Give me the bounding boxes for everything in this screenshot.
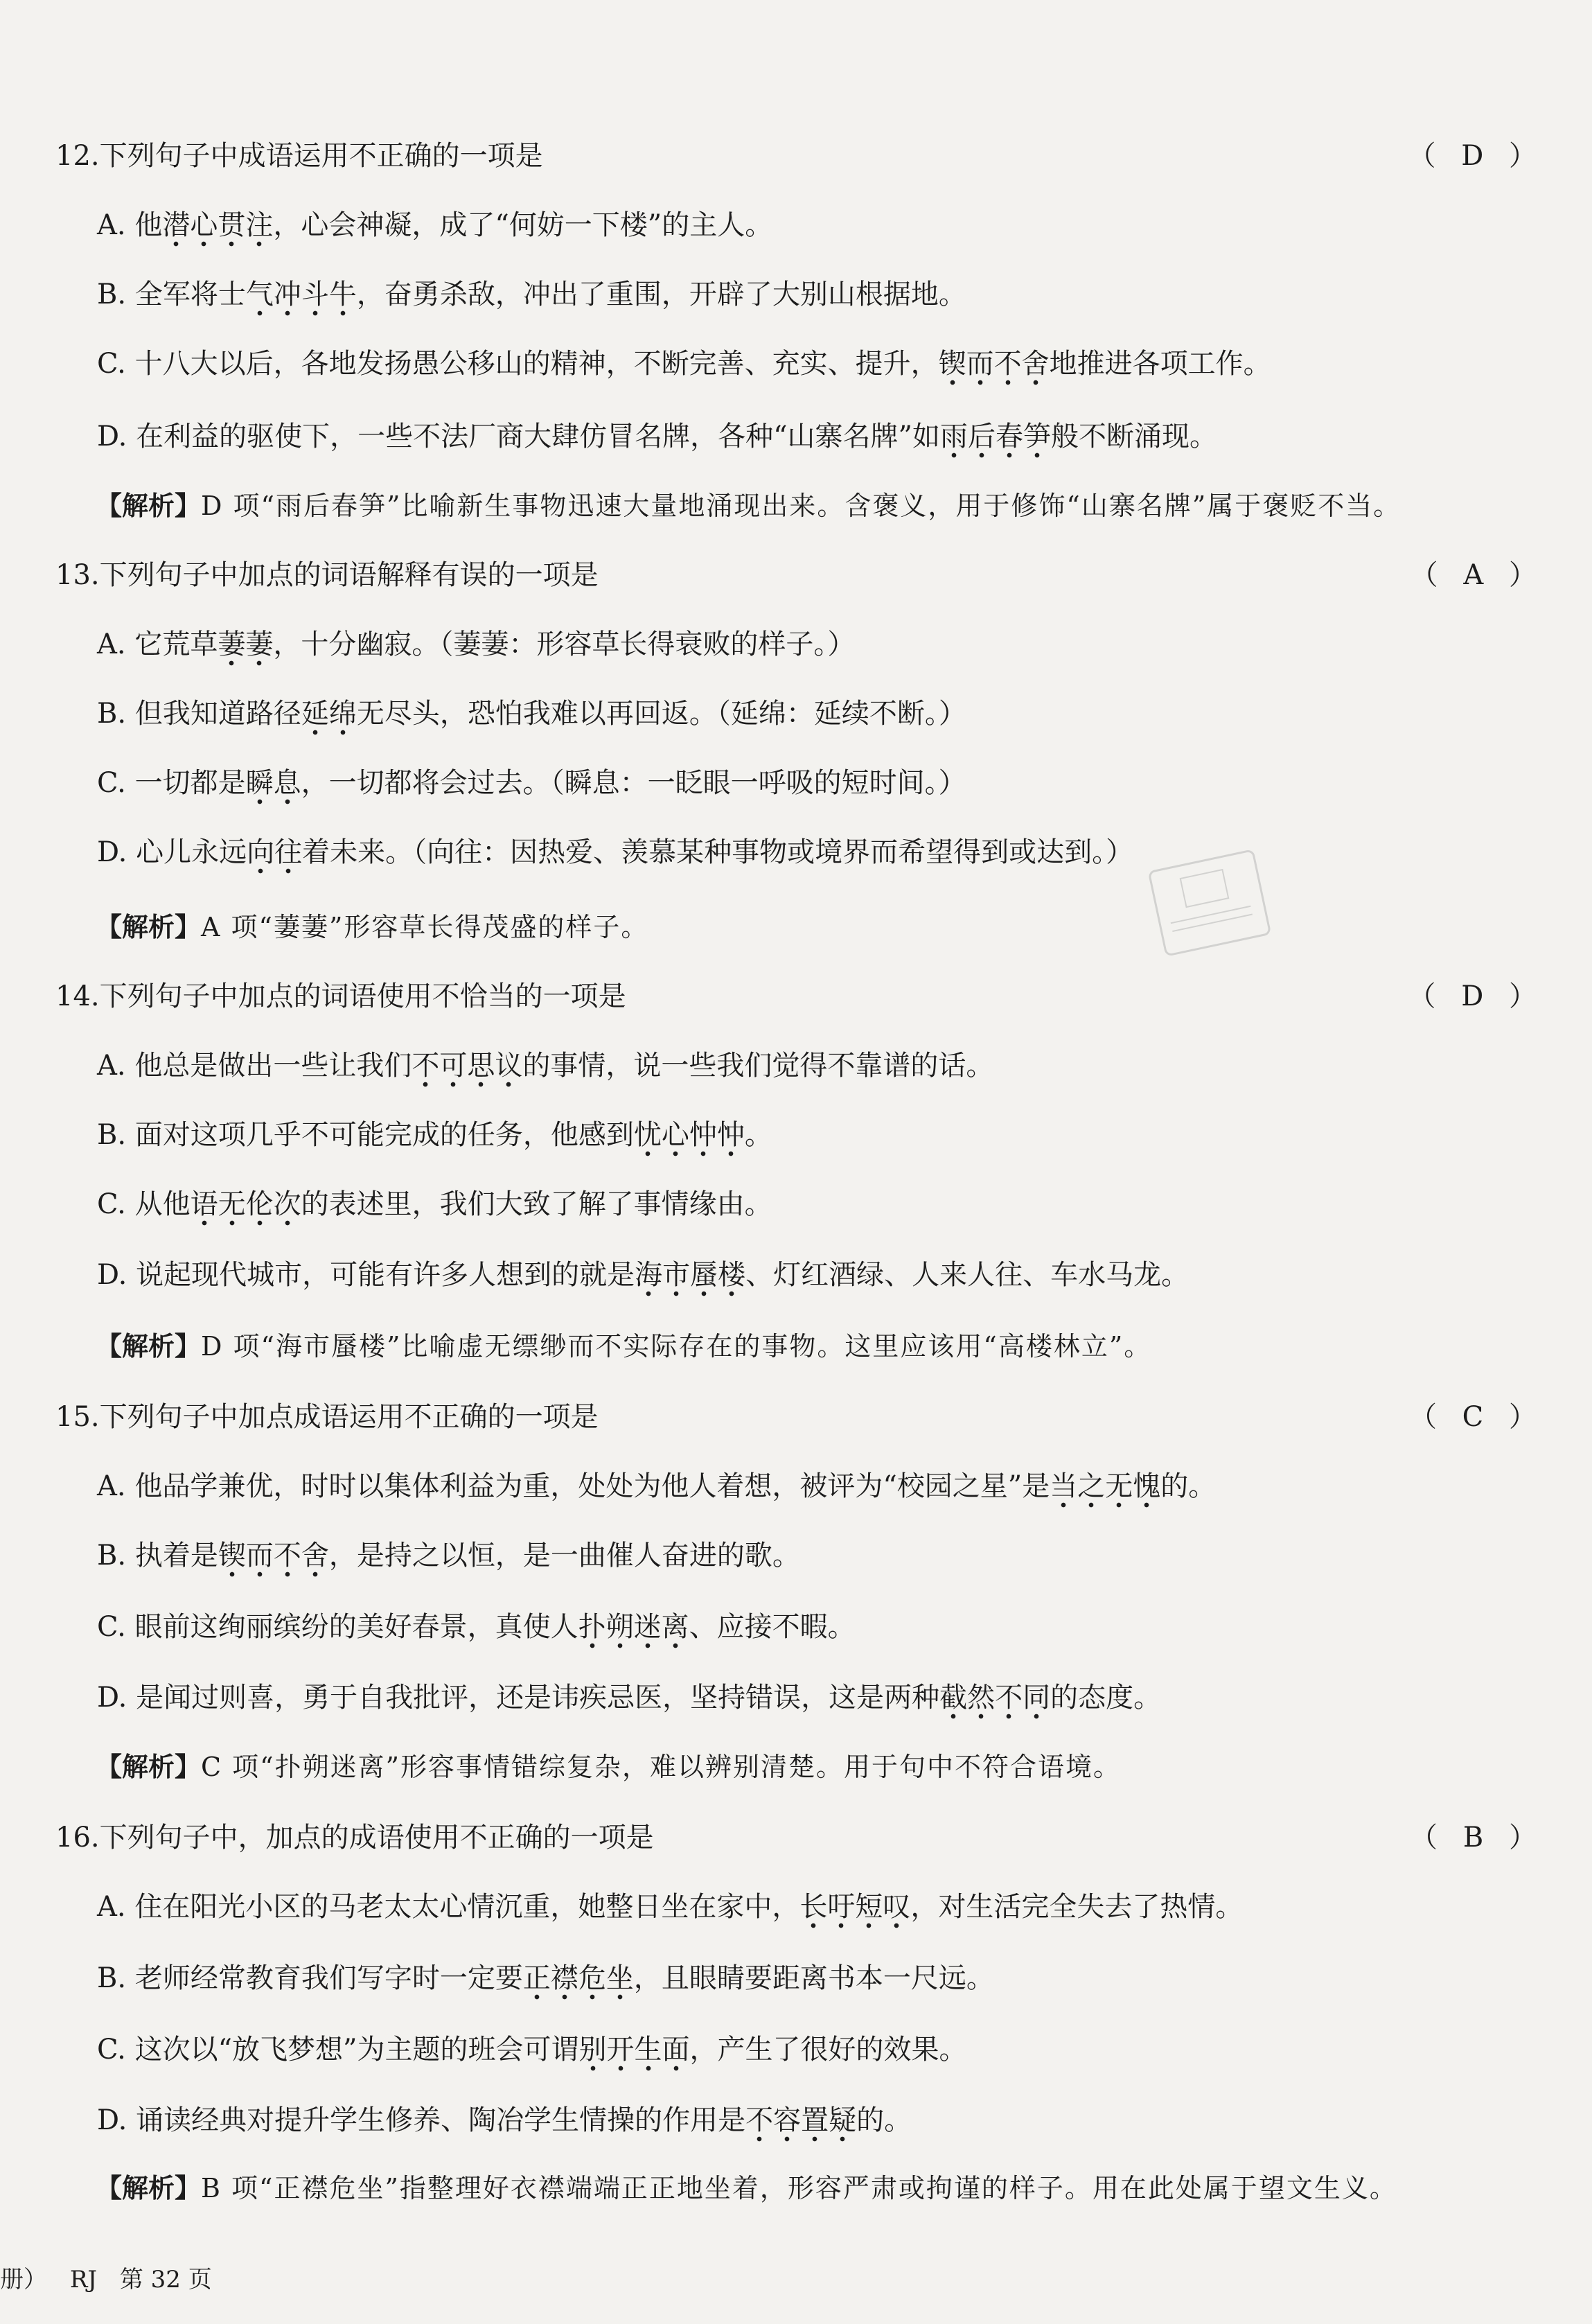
- footer-edition: RJ: [69, 2266, 98, 2294]
- question-13-option-c: C. 一切都是瞬息，一切都将会过去。（瞬息：一眨眼一呼吸的短时间。）: [97, 762, 1538, 804]
- question-13-option-b: B. 但我知道路径延绵无尽头，恐怕我难以再回返。（延绵：延续不断。）: [97, 693, 1538, 734]
- question-15-option-d: D. 是闻过则喜，勇于自我批评，还是讳疾忌医，坚持错误，这是两种截然不同的态度。: [97, 1677, 1538, 1718]
- question-14-option-d: D. 说起现代城市，可能有许多人想到的就是海市蜃楼、灯红酒绿、人来人往、车水马龙。: [97, 1254, 1538, 1296]
- question-12-option-d: D. 在利益的驱使下，一些不法厂商大肆仿冒名牌，各种“山寨名牌”如雨后春笋般不断涌现。: [97, 416, 1538, 457]
- question-12-option-a: A. 他潜心贯注，心会神凝，成了“何妨一下楼”的主人。: [97, 204, 1538, 246]
- question-15-stem: 15.下列句子中加点成语运用不正确的一项是 （ C ）: [55, 1396, 1510, 1438]
- question-16-answer: （ B ）: [1410, 1822, 1545, 1854]
- question-14-analysis: 【解析】D 项“海市蜃楼”比喻虚无缥缈而不实际存在的事物。这里应该用“高楼林立”。: [96, 1331, 1152, 1362]
- question-15-answer: （ C ）: [1408, 1401, 1545, 1433]
- question-15-option-b: B. 执着是锲而不舍，是持之以恒，是一曲催人奋进的歌。: [97, 1535, 1538, 1576]
- question-13-stem: 13.下列句子中加点的词语解释有误的一项是 （ A ）: [55, 554, 1510, 596]
- footer-page-number: 第 32 页: [119, 2266, 212, 2294]
- question-13-option-d: D. 心儿永远向往着未来。（向往：因热爱、羡慕某种事物或境界而希望得到或达到。）: [97, 831, 1538, 873]
- question-16-option-a: A. 住在阳光小区的马老太太心情沉重，她整日坐在家中，长吁短叹，对生活完全失去了热情。: [97, 1886, 1538, 1928]
- footer-volume: 册）: [0, 2266, 47, 2294]
- question-12-option-b: B. 全军将士气冲斗牛，奋勇杀敌，冲出了重围，开辟了大别山根据地。: [97, 274, 1538, 315]
- question-12-answer: （ D ）: [1408, 140, 1545, 172]
- question-16-option-c: C. 这次以“放飞梦想”为主题的班会可谓别开生面，产生了很好的效果。: [97, 2029, 1538, 2070]
- question-13-answer: （ A ）: [1410, 559, 1545, 591]
- question-13-analysis: 【解析】A 项“萋萋”形容草长得茂盛的样子。: [96, 912, 649, 942]
- question-15-analysis: 【解析】C 项“扑朔迷离”形容事情错综复杂，难以辨别清楚。用于句中不符合语境。: [96, 1752, 1122, 1782]
- question-13-option-a: A. 它荒草萋萋，十分幽寂。（萋萋：形容草长得衰败的样子。）: [97, 624, 1538, 665]
- question-12-option-c: C. 十八大以后，各地发扬愚公移山的精神，不断完善、充实、提升，锲而不舍地推进各项工作。: [97, 343, 1538, 385]
- question-12-stem: 12.下列句子中成语运用不正确的一项是 （ D ）: [55, 135, 1510, 177]
- question-14-option-b: B. 面对这项几乎不可能完成的任务，他感到忧心忡忡。: [97, 1114, 1538, 1156]
- question-14-option-a: A. 他总是做出一些让我们不可思议的事情，说一些我们觉得不靠谱的话。: [97, 1045, 1538, 1086]
- question-16-option-b: B. 老师经常教育我们写字时一定要正襟危坐，且眼睛要距离书本一尺远。: [97, 1957, 1538, 1999]
- question-12-analysis: 【解析】D 项“雨后春笋”比喻新生事物迅速大量地涌现出来。含褒义，用于修饰“山寨名牌”属于褒贬不当。: [96, 491, 1401, 521]
- question-14-option-c: C. 从他语无伦次的表述里，我们大致了解了事情缘由。: [97, 1183, 1538, 1225]
- question-15-option-a: A. 他品学兼优，时时以集体利益为重，处处为他人着想，被评为“校园之星”是当之无愧的。: [97, 1465, 1538, 1507]
- question-15-option-c: C. 眼前这绚丽缤纷的美好春景，真使人扑朔迷离、应接不暇。: [97, 1606, 1538, 1648]
- question-14-answer: （ D ）: [1408, 980, 1545, 1012]
- question-16-stem: 16.下列句子中，加点的成语使用不正确的一项是 （ B ）: [55, 1817, 1510, 1858]
- question-14-stem: 14.下列句子中加点的词语使用不恰当的一项是 （ D ）: [55, 976, 1510, 1017]
- question-16-analysis: 【解析】B 项“正襟危坐”指整理好衣襟端端正正地坐着，形容严肃或拘谨的样子。用在此处属于望文生义。: [96, 2173, 1397, 2203]
- question-16-option-d: D. 诵读经典对提升学生修养、陶冶学生情操的作用是不容置疑的。: [97, 2099, 1538, 2141]
- page-footer: [0, 2262, 227, 2297]
